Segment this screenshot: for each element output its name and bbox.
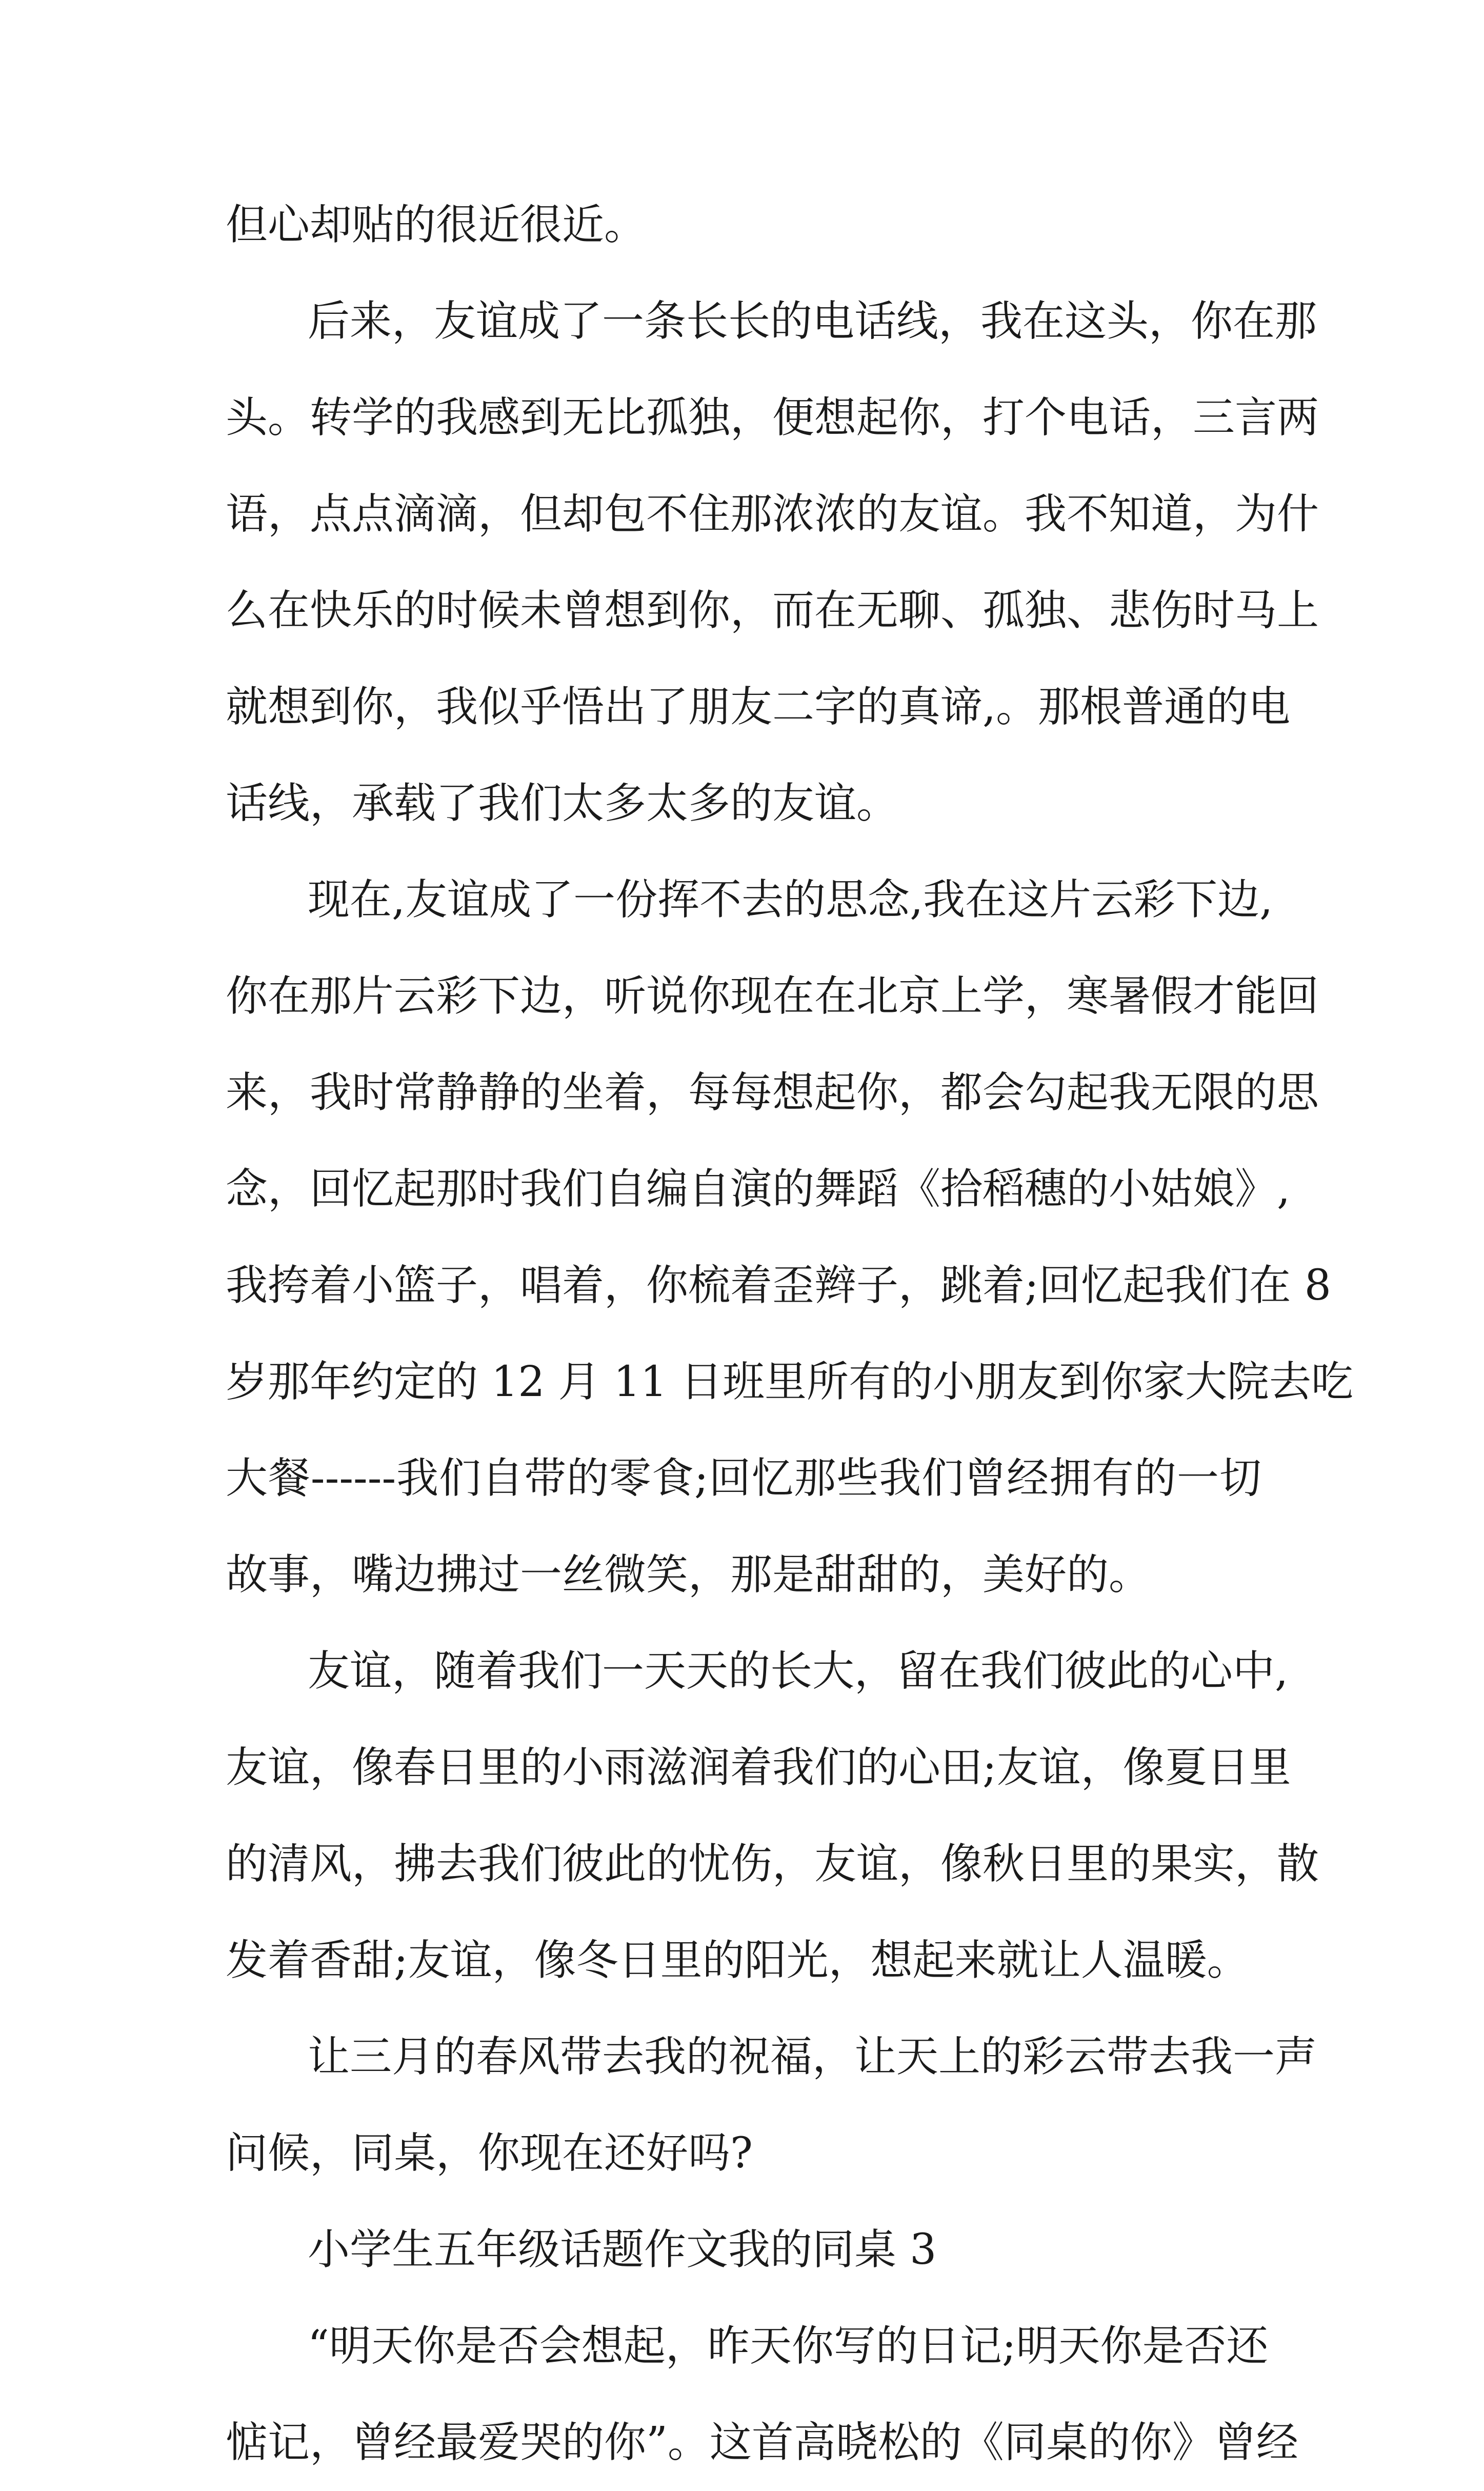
text-line: 头。转学的我感到无比孤独，便想起你，打个电话，三言两 [226, 393, 1319, 442]
text-line: 来，我时常静静的坐着，每每想起你，都会勾起我无限的思 [226, 1068, 1319, 1117]
text-line: 让三月的春风带去我的祝福，让天上的彩云带去我一声 [308, 2032, 1317, 2081]
text-line: 念，回忆起那时我们自编自演的舞蹈《拾稻穗的小姑娘》, [226, 1165, 1291, 1213]
text-line: 话线，承载了我们太多太多的友谊。 [226, 779, 899, 828]
text-line: 后来，友谊成了一条长长的电话线，我在这头，你在那 [308, 297, 1317, 346]
text-line: 现在,友谊成了一份挥不去的思念,我在这片云彩下边, [308, 875, 1273, 924]
section-heading: 小学生五年级话题作文我的同桌 3 [308, 2225, 937, 2274]
text-line: 岁那年约定的 12 月 11 日班里所有的小朋友到你家大院去吃 [226, 1358, 1353, 1406]
text-line: 问候，同桌，你现在还好吗? [226, 2129, 753, 2178]
text-line: 友谊，像春日里的小雨滋润着我们的心田;友谊，像夏日里 [226, 1743, 1291, 1792]
text-line: 发着香甜;友谊，像冬日里的阳光，想起来就让人温暖。 [226, 1936, 1249, 1985]
text-line: 故事，嘴边拂过一丝微笑，那是甜甜的，美好的。 [226, 1550, 1151, 1599]
text-line: 你在那片云彩下边，听说你现在在北京上学，寒暑假才能回 [226, 972, 1319, 1021]
text-line: 我挎着小篮子，唱着，你梳着歪辫子，跳着;回忆起我们在 8 [226, 1261, 1331, 1310]
text-line: 就想到你，我似乎悟出了朋友二字的真谛,。那根普通的电 [226, 683, 1291, 731]
text-line: 大餐------我们自带的零食;回忆那些我们曾经拥有的一切 [226, 1454, 1261, 1503]
text-line: 但心却贴的很近很近。 [226, 201, 647, 249]
text-line: 友谊，随着我们一天天的长大，留在我们彼此的心中, [308, 1647, 1289, 1696]
text-line: “明天你是否会想起，昨天你写的日记;明天你是否还 [308, 2322, 1269, 2370]
text-line: 的清风，拂去我们彼此的忧伤，友谊，像秋日里的果实，散 [226, 1840, 1319, 1888]
text-line: 么在快乐的时候未曾想到你，而在无聊、孤独、悲伤时马上 [226, 586, 1319, 635]
document-page [226, 177, 1353, 2491]
text-line: 语，点点滴滴，但却包不住那浓浓的友谊。我不知道，为什 [226, 490, 1319, 539]
text-line: 惦记，曾经最爱哭的你”。这首高晓松的《同桌的你》曾经 [226, 2418, 1298, 2467]
